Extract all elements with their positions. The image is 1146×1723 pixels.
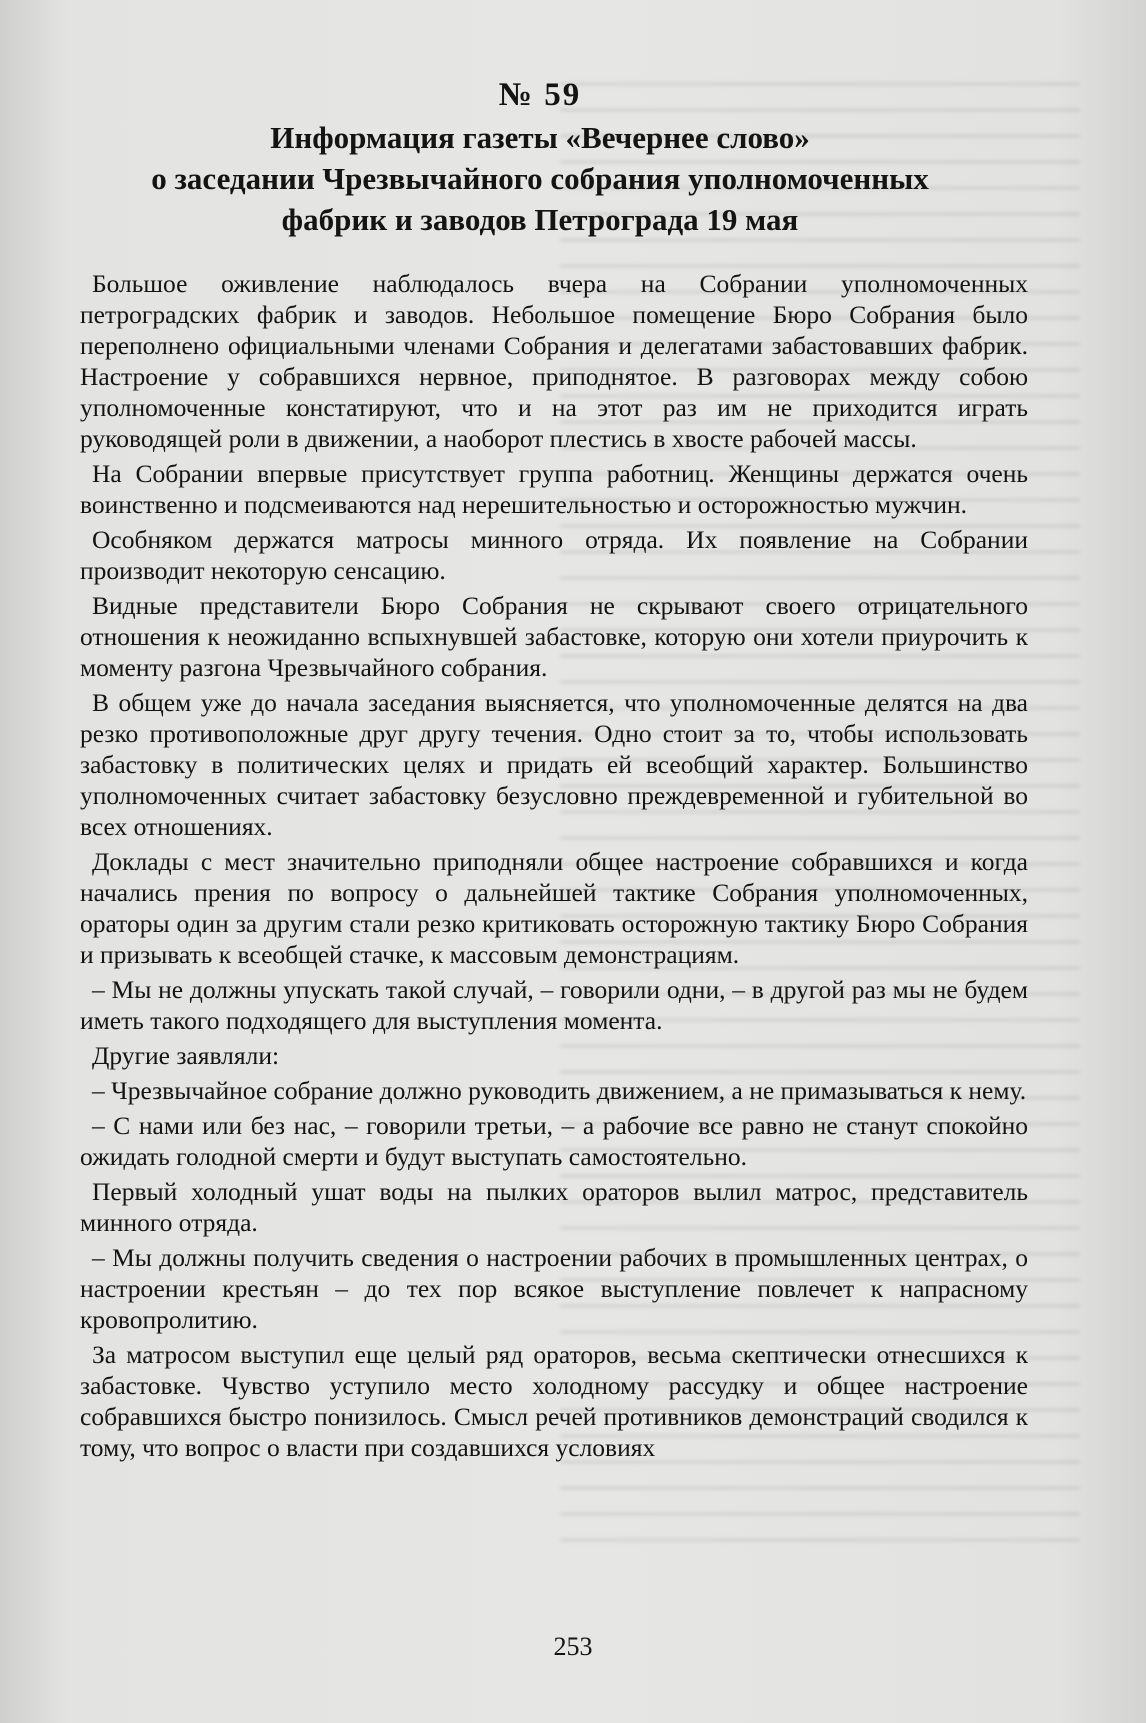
document-title-line-3: фабрик и заводов Петрограда 19 мая [281, 202, 799, 237]
paragraph-12: – Мы должны получить сведения о настроении рабочих в промышленных центрах, о настроении крестьян – до тех пор всякое выступление повлечет к напрасному кровопролитию. [80, 1243, 1028, 1334]
page-number: 253 [553, 1632, 593, 1661]
paragraph-2: На Собрании впервые присутствует группа работниц. Женщины держатся очень воинственно и подсмеиваются над нерешительностью и осторожностью мужчин. [80, 459, 1028, 519]
paragraph-1: Большое оживление наблюдалось вчера на Собрании уполномоченных петроградских фабрик и заводов. Небольшое помещение Бюро Собрания было переполнено официальными членами Собрания и делегатами забастовавших фабрик. Настроение у собравшихся нервное, приподнятое. В разговорах между собою уполномоченные констатируют, что и на этот раз им не приходится играть руководящей роли в движении, а наоборот плестись в хвосте рабочей массы. [80, 269, 1028, 453]
paragraph-8: Другие заявляли: [92, 1041, 280, 1070]
paragraph-6: Доклады с мест значительно приподняли общее настроение собравшихся и когда начались прения по вопросу о дальнейшей тактике Собрания уполномоченных, ораторы один за другим стали резко критиковать осторожную тактику Бюро Собрания и призывать к всеобщей стачке, к массовым демонстрациям. [80, 847, 1028, 969]
paragraph-3: Особняком держатся матросы минного отряда. Их появление на Собрании производит некоторую сенсацию. [80, 525, 1028, 585]
document-header [60, 74, 1020, 239]
document-title-line-2: о заседании Чрезвычайного собрания уполномоченных [151, 161, 929, 196]
paragraph-10: – С нами или без нас, – говорили третьи, – а рабочие все равно не станут спокойно ожидать голодной смерти и будут выступать самостоятельно. [80, 1111, 1028, 1171]
document-number: № 59 [498, 77, 582, 113]
paragraph-4: Видные представители Бюро Собрания не скрывают своего отрицательного отношения к неожиданно вспыхнувшей забастовке, которую они хотели приурочить к моменту разгона Чрезвычайного собрания. [80, 591, 1028, 682]
paragraph-9: – Чрезвычайное собрание должно руководить движением, а не примазываться к нему. [92, 1076, 1027, 1105]
paragraph-5: В общем уже до начала заседания выясняется, что уполномоченные делятся на два резко противоположные друг другу течения. Одно стоит за то, чтобы использовать забастовку в политических целях и придать ей всеобщий характер. Большинство уполномоченных считает забастовку безусловно преждевременной и губительной во всех отношениях. [80, 688, 1028, 841]
document-body [80, 268, 1028, 1467]
paragraph-7: – Мы не должны упускать такой случай, – говорили одни, – в другой раз мы не будем иметь такого подходящего для выступления момента. [80, 975, 1028, 1035]
document-title-line-1: Информация газеты «Вечернее слово» [270, 120, 810, 155]
paragraph-11: Первый холодный ушат воды на пылких ораторов вылил матрос, представитель минного отряда. [80, 1177, 1028, 1237]
paragraph-13: За матросом выступил еще целый ряд ораторов, весьма скептически отнесшихся к забастовке. Чувство уступило место холодному рассудку и общее настроение собравшихся быстро понизилось. Смысл речей противников демонстраций сводился к тому, что вопрос о власти при создавшихся условиях [80, 1340, 1028, 1462]
